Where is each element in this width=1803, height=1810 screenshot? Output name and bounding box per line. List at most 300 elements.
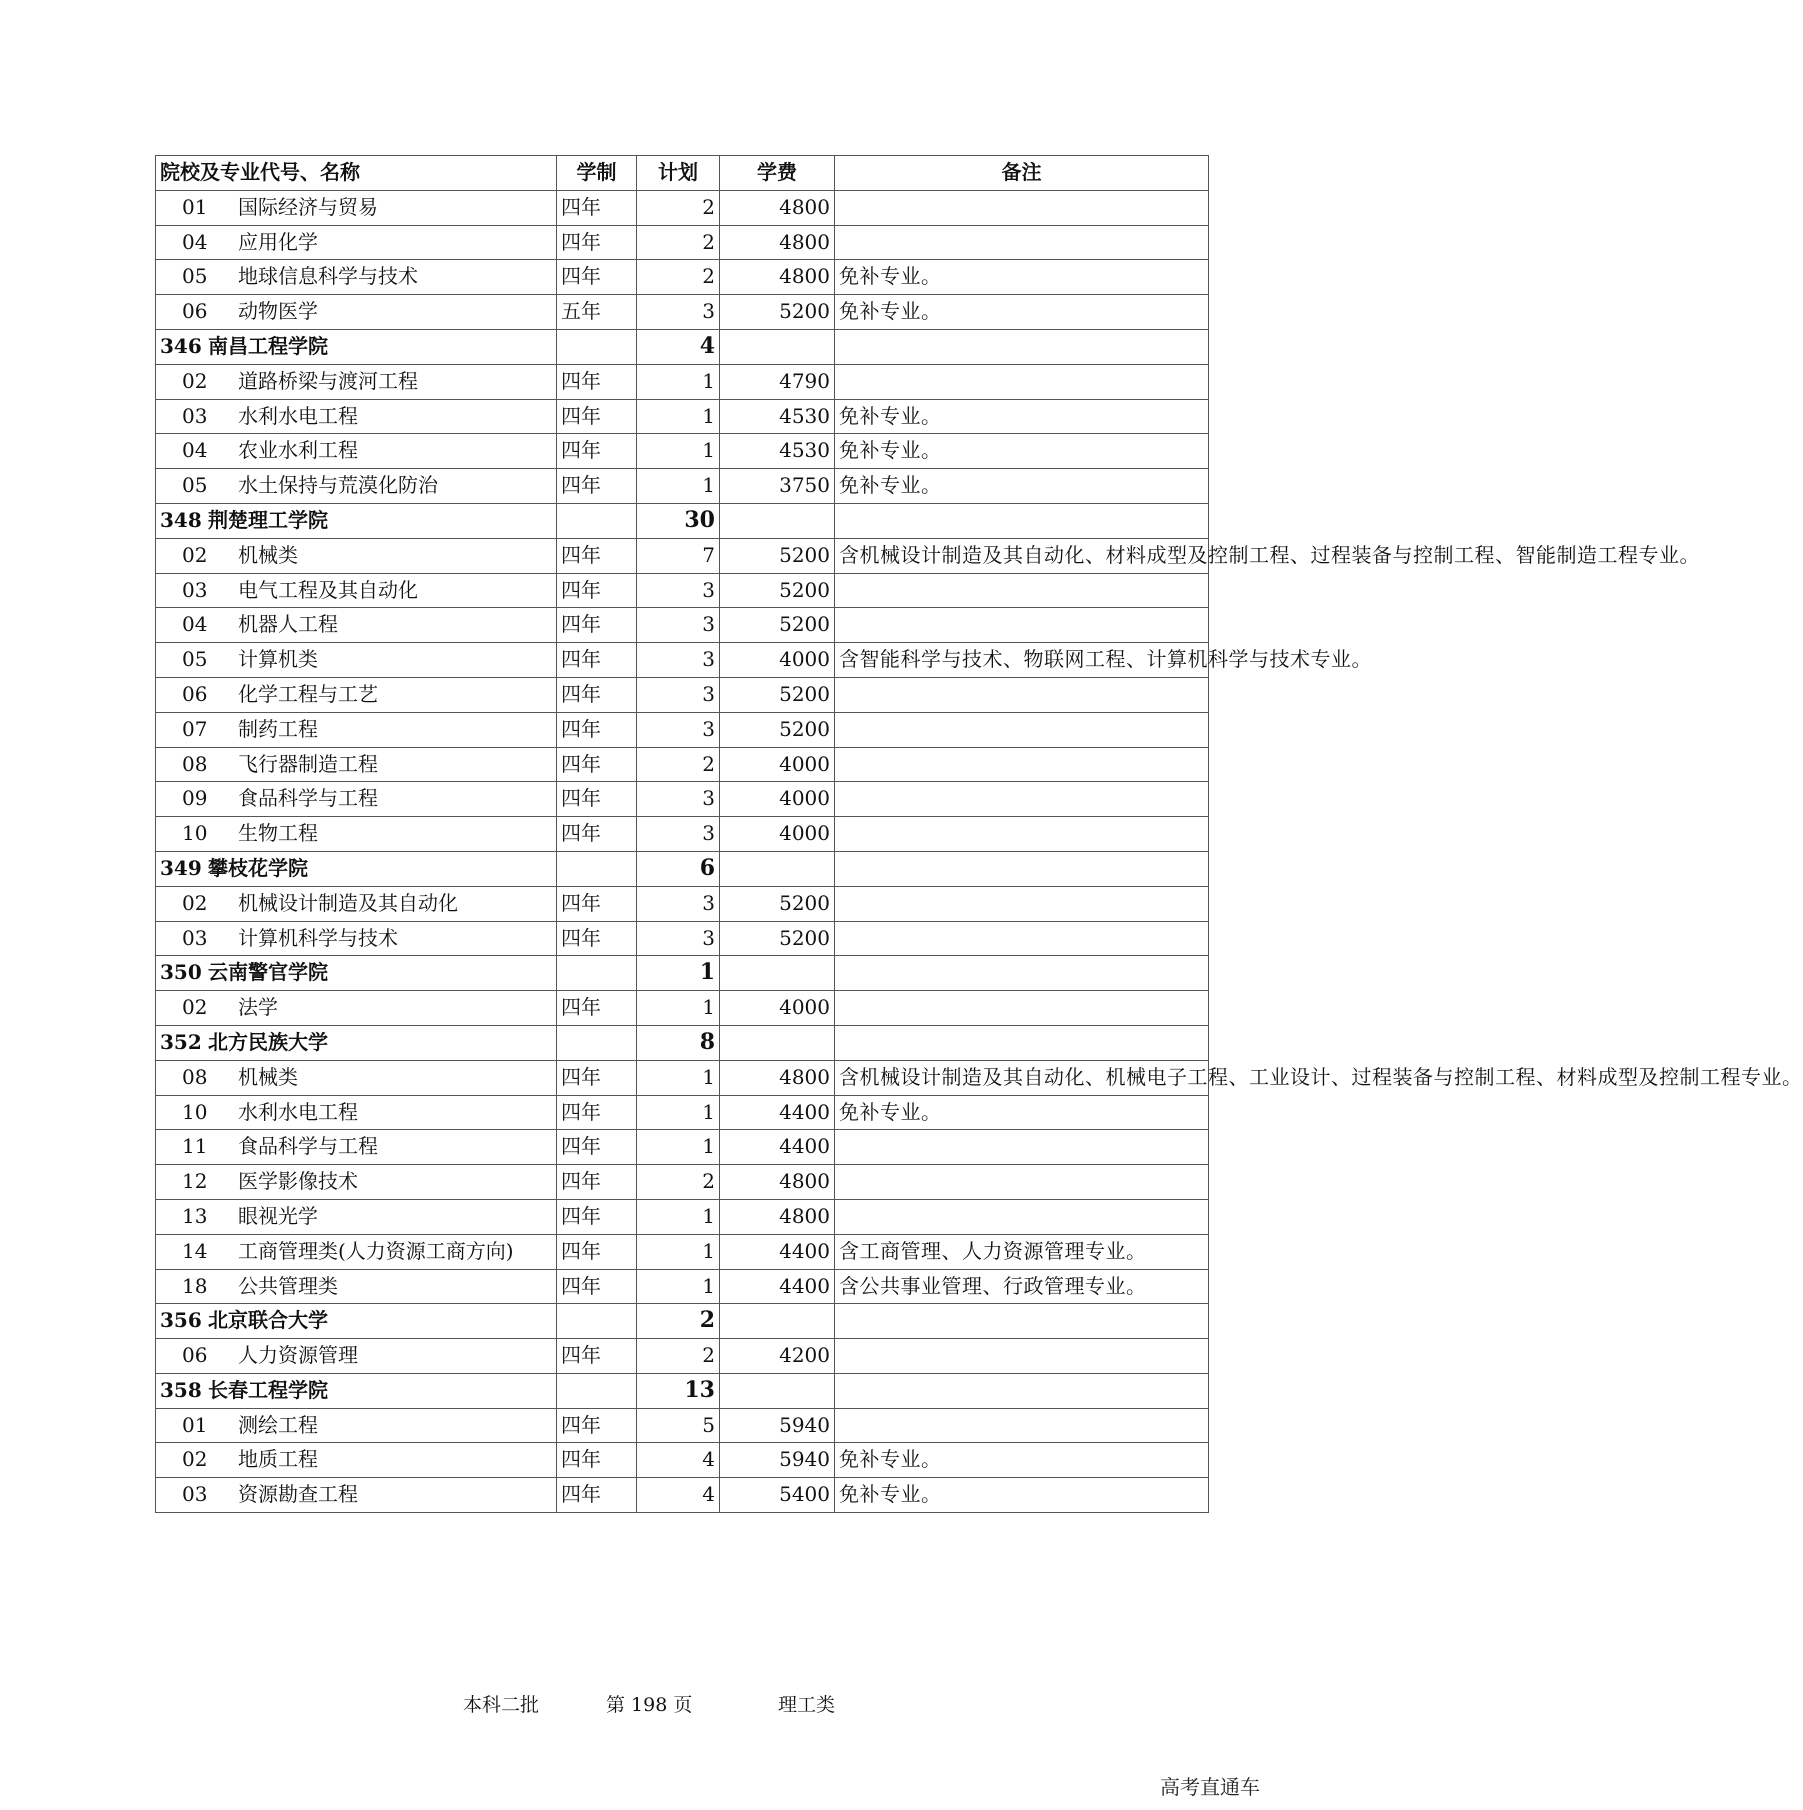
major-cell xyxy=(156,782,557,817)
major-duration: 四年 xyxy=(557,190,637,225)
major-name: 国际经济与贸易 xyxy=(238,194,378,219)
major-row xyxy=(156,1234,1209,1269)
major-name: 道路桥梁与渡河工程 xyxy=(238,368,418,393)
major-cell xyxy=(156,1199,557,1234)
major-code: 08 xyxy=(182,1064,208,1089)
major-name: 公共管理类 xyxy=(238,1273,338,1298)
major-duration: 四年 xyxy=(557,469,637,504)
major-fee: 4800 xyxy=(720,1199,835,1234)
major-code: 01 xyxy=(182,194,208,219)
major-plan: 2 xyxy=(637,260,720,295)
major-duration: 四年 xyxy=(557,260,637,295)
major-plan: 1 xyxy=(637,1199,720,1234)
school-plan: 4 xyxy=(637,329,720,364)
major-duration: 四年 xyxy=(557,364,637,399)
major-duration: 四年 xyxy=(557,1095,637,1130)
major-name: 食品科学与工程 xyxy=(238,1134,378,1159)
major-plan: 3 xyxy=(637,886,720,921)
major-fee: 4400 xyxy=(720,1095,835,1130)
major-cell xyxy=(156,295,557,330)
school-plan: 13 xyxy=(637,1373,720,1408)
major-plan: 1 xyxy=(637,434,720,469)
major-plan: 3 xyxy=(637,782,720,817)
header-fee: 学费 xyxy=(720,156,835,191)
school-duration xyxy=(557,1373,637,1408)
major-name: 机器人工程 xyxy=(238,612,338,637)
school-note xyxy=(835,1373,1209,1408)
major-fee: 4400 xyxy=(720,1130,835,1165)
major-plan: 1 xyxy=(637,399,720,434)
school-fee xyxy=(720,956,835,991)
major-note: 免补专业。 xyxy=(835,1478,1209,1513)
major-cell xyxy=(156,1234,557,1269)
major-fee: 4530 xyxy=(720,399,835,434)
major-name: 机械类 xyxy=(238,1064,298,1089)
major-cell xyxy=(156,921,557,956)
major-row xyxy=(156,1060,1209,1095)
major-code: 14 xyxy=(182,1238,208,1263)
major-plan: 4 xyxy=(637,1443,720,1478)
major-row xyxy=(156,364,1209,399)
major-fee: 5200 xyxy=(720,712,835,747)
major-cell xyxy=(156,677,557,712)
major-duration: 四年 xyxy=(557,225,637,260)
major-name: 资源勘查工程 xyxy=(238,1482,358,1507)
header-duration: 学制 xyxy=(557,156,637,191)
major-cell xyxy=(156,608,557,643)
major-code: 18 xyxy=(182,1273,208,1298)
school-code: 352 xyxy=(160,1029,202,1054)
major-name: 水利水电工程 xyxy=(238,403,358,428)
major-note xyxy=(835,1408,1209,1443)
major-row xyxy=(156,190,1209,225)
major-name: 眼视光学 xyxy=(238,1203,318,1228)
major-fee: 4800 xyxy=(720,1060,835,1095)
school-cell xyxy=(156,956,557,991)
school-plan: 6 xyxy=(637,851,720,886)
major-row xyxy=(156,817,1209,852)
school-cell xyxy=(156,1304,557,1339)
header-plan: 计划 xyxy=(637,156,720,191)
major-code: 04 xyxy=(182,229,208,254)
major-note xyxy=(835,225,1209,260)
major-row xyxy=(156,295,1209,330)
major-code: 01 xyxy=(182,1412,208,1437)
school-note xyxy=(835,851,1209,886)
major-code: 02 xyxy=(182,368,208,393)
major-note: 免补专业。 xyxy=(835,295,1209,330)
school-duration xyxy=(557,503,637,538)
major-name: 人力资源管理 xyxy=(238,1343,358,1368)
major-fee: 5200 xyxy=(720,538,835,573)
major-code: 02 xyxy=(182,995,208,1020)
major-code: 05 xyxy=(182,473,208,498)
major-duration: 四年 xyxy=(557,608,637,643)
major-duration: 四年 xyxy=(557,643,637,678)
major-name: 计算机类 xyxy=(238,647,318,672)
major-cell xyxy=(156,1339,557,1374)
major-plan: 2 xyxy=(637,190,720,225)
school-code: 356 xyxy=(160,1308,202,1333)
major-code: 03 xyxy=(182,1482,208,1507)
major-cell xyxy=(156,190,557,225)
major-duration: 四年 xyxy=(557,1269,637,1304)
major-cell xyxy=(156,712,557,747)
major-fee: 4000 xyxy=(720,991,835,1026)
major-duration: 四年 xyxy=(557,712,637,747)
major-name: 机械类 xyxy=(238,542,298,567)
header-name: 院校及专业代号、名称 xyxy=(156,156,557,191)
major-code: 10 xyxy=(182,821,208,846)
major-fee: 5940 xyxy=(720,1443,835,1478)
major-note: 免补专业。 xyxy=(835,1443,1209,1478)
school-note xyxy=(835,956,1209,991)
school-row xyxy=(156,1025,1209,1060)
school-duration xyxy=(557,1025,637,1060)
school-fee xyxy=(720,329,835,364)
major-name: 医学影像技术 xyxy=(238,1169,358,1194)
school-name: 北京联合大学 xyxy=(208,1308,328,1333)
major-fee: 4800 xyxy=(720,190,835,225)
major-row xyxy=(156,921,1209,956)
school-duration xyxy=(557,956,637,991)
major-fee: 5200 xyxy=(720,295,835,330)
major-note xyxy=(835,677,1209,712)
major-name: 食品科学与工程 xyxy=(238,786,378,811)
major-fee: 5200 xyxy=(720,886,835,921)
major-note: 免补专业。 xyxy=(835,399,1209,434)
school-row xyxy=(156,1304,1209,1339)
major-plan: 3 xyxy=(637,608,720,643)
major-row xyxy=(156,399,1209,434)
school-duration xyxy=(557,1304,637,1339)
major-row xyxy=(156,538,1209,573)
major-duration: 四年 xyxy=(557,1443,637,1478)
major-note: 含智能科学与技术、物联网工程、计算机科学与技术专业。 xyxy=(835,643,1209,678)
major-duration: 四年 xyxy=(557,434,637,469)
major-fee: 5940 xyxy=(720,1408,835,1443)
school-name: 长春工程学院 xyxy=(208,1377,328,1402)
major-fee: 4000 xyxy=(720,643,835,678)
school-fee xyxy=(720,1304,835,1339)
major-note xyxy=(835,782,1209,817)
major-fee: 4200 xyxy=(720,1339,835,1374)
major-plan: 1 xyxy=(637,1130,720,1165)
major-note xyxy=(835,608,1209,643)
major-note xyxy=(835,190,1209,225)
footer-category: 理工类 xyxy=(778,1694,836,1716)
major-cell xyxy=(156,1408,557,1443)
major-note xyxy=(835,921,1209,956)
major-duration: 四年 xyxy=(557,399,637,434)
major-cell xyxy=(156,817,557,852)
major-plan: 4 xyxy=(637,1478,720,1513)
school-row xyxy=(156,1373,1209,1408)
major-duration: 四年 xyxy=(557,1408,637,1443)
major-duration: 五年 xyxy=(557,295,637,330)
major-cell xyxy=(156,1095,557,1130)
major-cell xyxy=(156,225,557,260)
school-plan: 8 xyxy=(637,1025,720,1060)
major-plan: 3 xyxy=(637,295,720,330)
major-cell xyxy=(156,434,557,469)
major-plan: 3 xyxy=(637,677,720,712)
school-cell xyxy=(156,329,557,364)
major-row xyxy=(156,225,1209,260)
major-note xyxy=(835,364,1209,399)
major-duration: 四年 xyxy=(557,1060,637,1095)
major-code: 12 xyxy=(182,1169,208,1194)
major-fee: 4000 xyxy=(720,782,835,817)
major-code: 10 xyxy=(182,1099,208,1124)
major-row xyxy=(156,469,1209,504)
major-code: 05 xyxy=(182,647,208,672)
major-duration: 四年 xyxy=(557,921,637,956)
major-cell xyxy=(156,1130,557,1165)
school-code: 349 xyxy=(160,855,202,880)
major-fee: 4000 xyxy=(720,747,835,782)
major-name: 地球信息科学与技术 xyxy=(238,264,418,289)
school-name: 云南警官学院 xyxy=(208,960,328,985)
major-cell xyxy=(156,469,557,504)
major-row xyxy=(156,434,1209,469)
major-cell xyxy=(156,538,557,573)
major-row xyxy=(156,712,1209,747)
major-fee: 5200 xyxy=(720,608,835,643)
major-cell xyxy=(156,991,557,1026)
major-name: 法学 xyxy=(238,995,278,1020)
school-code: 358 xyxy=(160,1377,202,1402)
major-name: 制药工程 xyxy=(238,716,318,741)
major-duration: 四年 xyxy=(557,991,637,1026)
major-plan: 1 xyxy=(637,1095,720,1130)
major-name: 机械设计制造及其自动化 xyxy=(238,890,458,915)
major-row xyxy=(156,1478,1209,1513)
major-code: 07 xyxy=(182,716,208,741)
school-note xyxy=(835,1025,1209,1060)
major-name: 测绘工程 xyxy=(238,1412,318,1437)
school-fee xyxy=(720,851,835,886)
major-cell xyxy=(156,886,557,921)
major-note xyxy=(835,747,1209,782)
major-name: 飞行器制造工程 xyxy=(238,751,378,776)
major-note xyxy=(835,1130,1209,1165)
major-plan: 2 xyxy=(637,747,720,782)
school-row xyxy=(156,503,1209,538)
major-duration: 四年 xyxy=(557,1234,637,1269)
major-fee: 4800 xyxy=(720,1165,835,1200)
major-plan: 1 xyxy=(637,469,720,504)
major-code: 03 xyxy=(182,403,208,428)
major-row xyxy=(156,1443,1209,1478)
major-cell xyxy=(156,573,557,608)
table-header-row xyxy=(156,156,1209,191)
major-code: 02 xyxy=(182,1447,208,1472)
major-name: 工商管理类(人力资源工商方向) xyxy=(238,1238,514,1263)
major-row xyxy=(156,991,1209,1026)
major-row xyxy=(156,1199,1209,1234)
school-name: 南昌工程学院 xyxy=(208,333,328,358)
major-plan: 3 xyxy=(637,921,720,956)
watermark: 高考直通车 xyxy=(1160,1775,1260,1799)
school-cell xyxy=(156,851,557,886)
major-row xyxy=(156,886,1209,921)
school-row xyxy=(156,329,1209,364)
major-code: 02 xyxy=(182,542,208,567)
major-code: 05 xyxy=(182,264,208,289)
major-name: 应用化学 xyxy=(238,229,318,254)
major-name: 农业水利工程 xyxy=(238,438,358,463)
major-code: 06 xyxy=(182,1343,208,1368)
major-code: 02 xyxy=(182,890,208,915)
major-cell xyxy=(156,1478,557,1513)
major-plan: 2 xyxy=(637,225,720,260)
major-note: 免补专业。 xyxy=(835,469,1209,504)
school-note xyxy=(835,503,1209,538)
major-cell xyxy=(156,1165,557,1200)
major-note: 免补专业。 xyxy=(835,260,1209,295)
major-plan: 3 xyxy=(637,573,720,608)
major-fee: 4790 xyxy=(720,364,835,399)
major-code: 04 xyxy=(182,438,208,463)
school-plan: 2 xyxy=(637,1304,720,1339)
major-code: 06 xyxy=(182,681,208,706)
major-note: 含公共事业管理、行政管理专业。 xyxy=(835,1269,1209,1304)
school-fee xyxy=(720,1373,835,1408)
major-code: 06 xyxy=(182,299,208,324)
major-note xyxy=(835,991,1209,1026)
major-duration: 四年 xyxy=(557,1199,637,1234)
school-note xyxy=(835,329,1209,364)
major-row xyxy=(156,782,1209,817)
major-duration: 四年 xyxy=(557,782,637,817)
major-row xyxy=(156,1269,1209,1304)
major-row xyxy=(156,643,1209,678)
major-cell xyxy=(156,1269,557,1304)
major-duration: 四年 xyxy=(557,1478,637,1513)
major-fee: 5400 xyxy=(720,1478,835,1513)
major-code: 03 xyxy=(182,925,208,950)
school-code: 348 xyxy=(160,507,202,532)
major-name: 化学工程与工艺 xyxy=(238,681,378,706)
footer-page: 第 198 页 xyxy=(606,1694,693,1716)
major-code: 03 xyxy=(182,577,208,602)
major-duration: 四年 xyxy=(557,886,637,921)
major-row xyxy=(156,1095,1209,1130)
school-plan: 30 xyxy=(637,503,720,538)
major-name: 生物工程 xyxy=(238,821,318,846)
major-fee: 5200 xyxy=(720,573,835,608)
school-cell xyxy=(156,1373,557,1408)
major-note xyxy=(835,573,1209,608)
school-fee xyxy=(720,1025,835,1060)
school-name: 北方民族大学 xyxy=(208,1029,328,1054)
school-code: 350 xyxy=(160,960,202,985)
major-duration: 四年 xyxy=(557,677,637,712)
school-duration xyxy=(557,851,637,886)
admission-plan-table xyxy=(155,155,1803,1513)
major-plan: 1 xyxy=(637,1234,720,1269)
major-plan: 3 xyxy=(637,643,720,678)
major-plan: 1 xyxy=(637,364,720,399)
major-note: 免补专业。 xyxy=(835,434,1209,469)
major-row xyxy=(156,1130,1209,1165)
major-cell xyxy=(156,1060,557,1095)
table-body xyxy=(156,190,1803,1512)
major-cell xyxy=(156,747,557,782)
major-row xyxy=(156,677,1209,712)
major-name: 地质工程 xyxy=(238,1447,318,1472)
major-cell xyxy=(156,1443,557,1478)
major-duration: 四年 xyxy=(557,747,637,782)
major-fee: 4530 xyxy=(720,434,835,469)
school-note xyxy=(835,1304,1209,1339)
major-note xyxy=(835,817,1209,852)
major-duration: 四年 xyxy=(557,538,637,573)
major-cell xyxy=(156,364,557,399)
major-fee: 4400 xyxy=(720,1234,835,1269)
major-fee: 4000 xyxy=(720,817,835,852)
major-row xyxy=(156,1339,1209,1374)
school-row xyxy=(156,956,1209,991)
major-plan: 2 xyxy=(637,1165,720,1200)
major-note xyxy=(835,886,1209,921)
major-row xyxy=(156,608,1209,643)
school-row xyxy=(156,851,1209,886)
major-note: 含工商管理、人力资源管理专业。 xyxy=(835,1234,1209,1269)
school-duration xyxy=(557,329,637,364)
major-code: 11 xyxy=(182,1134,208,1159)
header-note: 备注 xyxy=(835,156,1209,191)
school-name: 攀枝花学院 xyxy=(208,855,308,880)
major-plan: 3 xyxy=(637,712,720,747)
major-note xyxy=(835,1339,1209,1374)
major-note xyxy=(835,712,1209,747)
major-note xyxy=(835,1199,1209,1234)
major-row xyxy=(156,260,1209,295)
major-plan: 1 xyxy=(637,1269,720,1304)
major-cell xyxy=(156,260,557,295)
school-cell xyxy=(156,1025,557,1060)
major-name: 水利水电工程 xyxy=(238,1099,358,1124)
major-fee: 5200 xyxy=(720,677,835,712)
major-duration: 四年 xyxy=(557,1165,637,1200)
major-fee: 4400 xyxy=(720,1269,835,1304)
major-fee: 3750 xyxy=(720,469,835,504)
major-code: 08 xyxy=(182,751,208,776)
major-plan: 7 xyxy=(637,538,720,573)
school-code: 346 xyxy=(160,333,202,358)
major-row xyxy=(156,747,1209,782)
school-cell xyxy=(156,503,557,538)
major-duration: 四年 xyxy=(557,573,637,608)
major-code: 04 xyxy=(182,612,208,637)
major-row xyxy=(156,1165,1209,1200)
major-duration: 四年 xyxy=(557,1130,637,1165)
major-cell xyxy=(156,643,557,678)
school-name: 荆楚理工学院 xyxy=(208,507,328,532)
school-plan: 1 xyxy=(637,956,720,991)
major-duration: 四年 xyxy=(557,1339,637,1374)
major-code: 13 xyxy=(182,1203,208,1228)
major-name: 动物医学 xyxy=(238,299,318,324)
major-note: 含机械设计制造及其自动化、材料成型及控制工程、过程装备与控制工程、智能制造工程专业。 xyxy=(835,538,1209,573)
major-fee: 4800 xyxy=(720,260,835,295)
major-code: 09 xyxy=(182,786,208,811)
major-plan: 1 xyxy=(637,991,720,1026)
major-duration: 四年 xyxy=(557,817,637,852)
major-plan: 5 xyxy=(637,1408,720,1443)
